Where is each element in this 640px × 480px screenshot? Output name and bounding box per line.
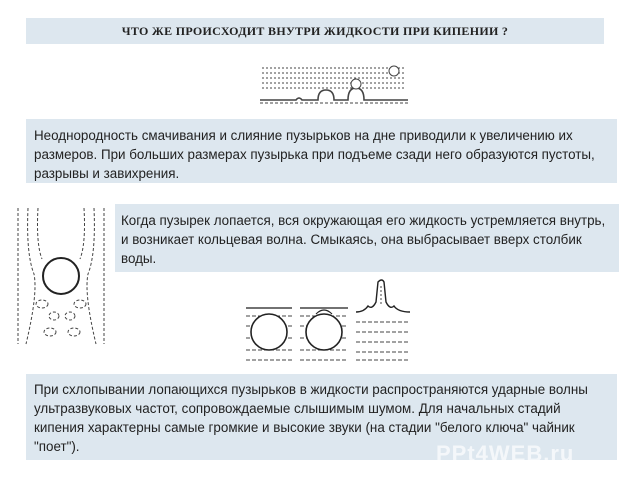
- bubble-growth-figure: [256, 62, 416, 106]
- paragraph-bubble-merging-text: Неоднородность смачивания и слияние пузырьков на дне приводили к увеличению их размеров. При больших размерах пузырька при подъеме сзади него образуются пустоты, разрывы и завихрения.: [34, 128, 595, 181]
- paragraph-bubble-bursting: [115, 204, 619, 272]
- rising-bubble-figure: [14, 204, 110, 348]
- slide-title-text: ЧТО ЖЕ ПРОИСХОДИТ ВНУТРИ ЖИДКОСТИ ПРИ КИПЕНИИ ?: [121, 23, 509, 38]
- paragraph-shock-waves-text: При схлопывании лопающихся пузырьков в жидкости распространяются ударные волны ультразвуковых частот, сопровождаемые слышимым шумом. Для начальных стадий кипения характерны самые громкие и высокие звуки (на стадии "белого ключа" чайник "поет").: [34, 382, 588, 454]
- watermark: PPt4WEB.ru: [436, 441, 575, 466]
- paragraph-bubble-bursting-text: Когда пузырек лопается, вся окружающая его жидкость устремляется внутрь, и возникает кольцевая волна. Смыкаясь, она выбрасывает вверх столбик воды.: [121, 213, 606, 266]
- paragraph-bubble-merging: [26, 119, 617, 183]
- slide-title: [26, 18, 604, 44]
- bubble-collapse-figure: [244, 276, 414, 362]
